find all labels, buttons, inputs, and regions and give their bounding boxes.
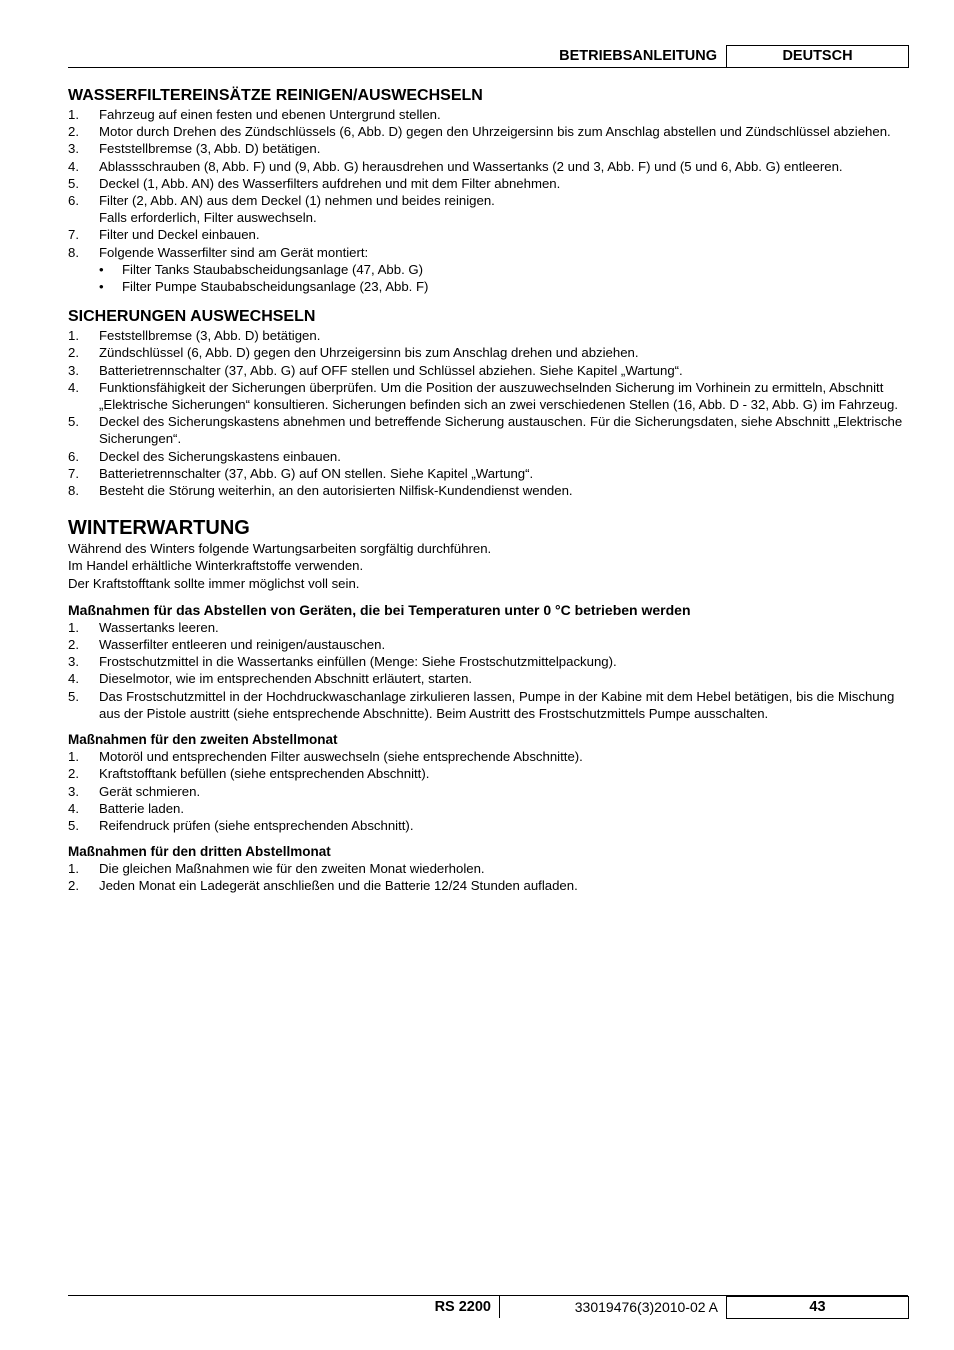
filter-steps <box>68 106 910 295</box>
bullet-text: Filter Pumpe Staubabscheidungsanlage (23, Abb. F) <box>122 279 429 295</box>
step-number: 5. <box>68 175 79 191</box>
fuses-steps <box>68 327 910 499</box>
third-month-steps <box>68 860 910 894</box>
step-text: Jeden Monat ein Ladegerät anschließen und die Batterie 12/24 Stunden aufladen. <box>99 878 578 894</box>
list-item <box>68 123 910 140</box>
step-text: Folgende Wasserfilter sind am Gerät montiert: <box>99 244 369 260</box>
step-number: 2. <box>68 637 79 653</box>
section-title-fuses: SICHERUNGEN AUSWECHSELN <box>68 308 316 326</box>
step-number: 5. <box>68 688 79 704</box>
list-item <box>68 877 910 894</box>
step-number: 4. <box>68 158 79 174</box>
list-item <box>68 817 910 834</box>
step-text: Das Frostschutzmittel in der Hochdruckwaschanlage zirkulieren lassen, Pumpe in der Kabine mit dem Hebel betätigen, bis die Mischung aus der Pistole austritt (siehe entsprechende Abschnitte). Beim Austritt des Frostschutzmittels Pumpe ausschalten. <box>99 688 895 721</box>
bullet-dot: • <box>99 261 104 277</box>
step-text: Motoröl und entsprechenden Filter auswechseln (siehe entsprechende Abschnitte). <box>99 749 583 765</box>
list-item <box>68 379 910 413</box>
footer-divider <box>499 1296 500 1318</box>
step-text: Reifendruck prüfen (siehe entsprechenden Abschnitt). <box>99 817 414 833</box>
list-item <box>68 344 910 361</box>
list-item <box>68 860 910 877</box>
step-text: Deckel (1, Abb. AN) des Wasserfilters aufdrehen und mit dem Filter abnehmen. <box>99 175 561 191</box>
step-text: Motor durch Drehen des Zündschlüssels (6, Abb. D) gegen den Uhrzeigersinn bis zum Anschlag abstellen und Zündschlüssel abziehen. <box>99 124 891 140</box>
bullet-dot: • <box>99 279 104 295</box>
section-title-winter: WINTERWARTUNG <box>68 517 250 540</box>
step-number: 2. <box>68 345 79 361</box>
subsection-title-second-month: Maßnahmen für den zweiten Abstellmonat <box>68 732 338 748</box>
step-number: 3. <box>68 141 79 157</box>
step-text: Gerät schmieren. <box>99 783 201 799</box>
step-text: Zündschlüssel (6, Abb. D) gegen den Uhrzeigersinn bis zum Anschlag drehen und abziehen. <box>99 345 639 361</box>
step-number: 8. <box>68 244 79 260</box>
list-item <box>68 413 910 447</box>
list-item <box>68 748 910 765</box>
list-item <box>68 688 910 722</box>
subsection-title-below-zero: Maßnahmen für das Abstellen von Geräten, die bei Temperaturen unter 0 °C betrieben werden <box>68 601 691 618</box>
step-text: Feststellbremse (3, Abb. D) betätigen. <box>99 328 321 344</box>
subsection-title-third-month: Maßnahmen für den dritten Abstellmonat <box>68 844 331 860</box>
step-text: Kraftstofftank befüllen (siehe entsprechenden Abschnitt). <box>99 766 430 782</box>
list-item <box>68 106 910 123</box>
list-item <box>68 327 910 344</box>
step-number: 5. <box>68 817 79 833</box>
step-number: 5. <box>68 414 79 430</box>
list-item <box>68 226 910 243</box>
bullet-item <box>99 261 910 278</box>
step-text: Filter (2, Abb. AN) aus dem Deckel (1) nehmen und beides reinigen. <box>99 193 495 209</box>
step-number: 7. <box>68 227 79 243</box>
step-text: Dieselmotor, wie im entsprechenden Abschnitt erläutert, starten. <box>99 671 473 687</box>
list-item <box>68 158 910 175</box>
step-text: Filter und Deckel einbauen. <box>99 227 260 243</box>
winter-intro-line: Im Handel erhältliche Winterkraftstoffe verwenden. <box>68 558 364 574</box>
winter-intro-line: Der Kraftstofftank sollte immer möglichst voll sein. <box>68 575 360 591</box>
second-month-steps <box>68 748 910 834</box>
step-text: Ablassschrauben (8, Abb. F) und (9, Abb. G) herausdrehen und Wassertanks (2 und 3, Abb. F) und (5 und 6, Abb. G) entleeren. <box>99 158 843 174</box>
header-rule <box>68 67 908 68</box>
list-item <box>68 140 910 157</box>
step-number: 1. <box>68 328 79 344</box>
list-item <box>68 619 910 636</box>
step-text: Funktionsfähigkeit der Sicherungen überprüfen. Um die Position der auszuwechselnden Sicherung im Vorhinein zu ermitteln, Abschnitt „Elektrische Sicherungen“ konsultieren. Sicherungen befinden sich an zwei verschiedenen Stellen (16, Abb. D - 32, Abb. G) im Fahrzeug. <box>99 379 899 413</box>
step-number: 6. <box>68 448 79 464</box>
list-item <box>68 800 910 817</box>
bullet-item <box>99 278 910 295</box>
list-item <box>68 765 910 782</box>
filter-bullet-list <box>99 261 910 295</box>
step-text: Wasserfilter entleeren und reinigen/austauschen. <box>99 637 386 653</box>
step-number: 2. <box>68 766 79 782</box>
step-text: Fahrzeug auf einen festen und ebenen Untergrund stellen. <box>99 107 441 122</box>
step-number: 4. <box>68 800 79 816</box>
step-number: 3. <box>68 362 79 378</box>
step-text-continued: Falls erforderlich, Filter auswechseln. <box>99 210 317 226</box>
list-item <box>68 482 910 499</box>
list-item <box>68 192 910 226</box>
list-item <box>68 783 910 800</box>
step-text-block <box>99 192 910 226</box>
step-text: Die gleichen Maßnahmen wie für den zweiten Monat wiederholen. <box>99 861 485 877</box>
page-content <box>68 86 910 895</box>
list-item <box>68 175 910 192</box>
step-number: 2. <box>68 124 79 140</box>
list-item <box>68 465 910 482</box>
footer-model: RS 2200 <box>434 1299 491 1315</box>
step-text: Besteht die Störung weiterhin, an den autorisierten Nilfisk-Kundendienst wenden. <box>99 483 573 499</box>
step-text: Batterie laden. <box>99 800 185 816</box>
footer-doc-code: 33019476(3)2010-02 A <box>574 1299 718 1315</box>
section-title-filter: WASSERFILTEREINSÄTZE REINIGEN/AUSWECHSELN <box>68 87 483 104</box>
step-text: Wassertanks leeren. <box>99 619 219 635</box>
step-number: 1. <box>68 749 79 765</box>
step-number: 2. <box>68 878 79 894</box>
list-item <box>68 448 910 465</box>
below-zero-steps <box>68 619 910 722</box>
step-number: 3. <box>68 783 79 799</box>
bullet-text: Filter Tanks Staubabscheidungsanlage (47, Abb. G) <box>122 261 424 277</box>
list-item <box>68 653 910 670</box>
step-number: 4. <box>68 379 79 395</box>
step-text: Deckel des Sicherungskastens einbauen. <box>99 448 341 464</box>
step-number: 8. <box>68 483 79 499</box>
step-text: Frostschutzmittel in die Wassertanks einfüllen (Menge: Siehe Frostschutzmittelpackung). <box>99 654 617 670</box>
header-manual-title: BETRIEBSANLEITUNG <box>559 48 717 64</box>
winter-intro-line: Während des Winters folgende Wartungsarbeiten sorgfältig durchführen. <box>68 541 492 557</box>
step-number: 3. <box>68 654 79 670</box>
step-text: Batterietrennschalter (37, Abb. G) auf OFF stellen und Schlüssel abziehen. Siehe Kapitel „Wartung“. <box>99 362 683 378</box>
step-text-block <box>99 244 910 296</box>
step-number: 6. <box>68 193 79 209</box>
list-item <box>68 244 910 296</box>
footer-page-number: 43 <box>726 1296 909 1319</box>
list-item <box>68 362 910 379</box>
step-number: 1. <box>68 619 79 635</box>
step-number: 1. <box>68 107 79 122</box>
step-number: 4. <box>68 671 79 687</box>
list-item <box>68 636 910 653</box>
step-number: 1. <box>68 861 79 877</box>
list-item <box>68 670 910 687</box>
step-text: Deckel des Sicherungskastens abnehmen und betreffende Sicherung austauschen. Für die Sicherungsdaten, siehe Abschnitt „Elektrische Sicherungen“. <box>99 414 903 447</box>
header-language-box: DEUTSCH <box>726 45 909 68</box>
step-text: Feststellbremse (3, Abb. D) betätigen. <box>99 141 321 157</box>
step-number: 7. <box>68 465 79 481</box>
step-text: Batterietrennschalter (37, Abb. G) auf ON stellen. Siehe Kapitel „Wartung“. <box>99 465 534 481</box>
